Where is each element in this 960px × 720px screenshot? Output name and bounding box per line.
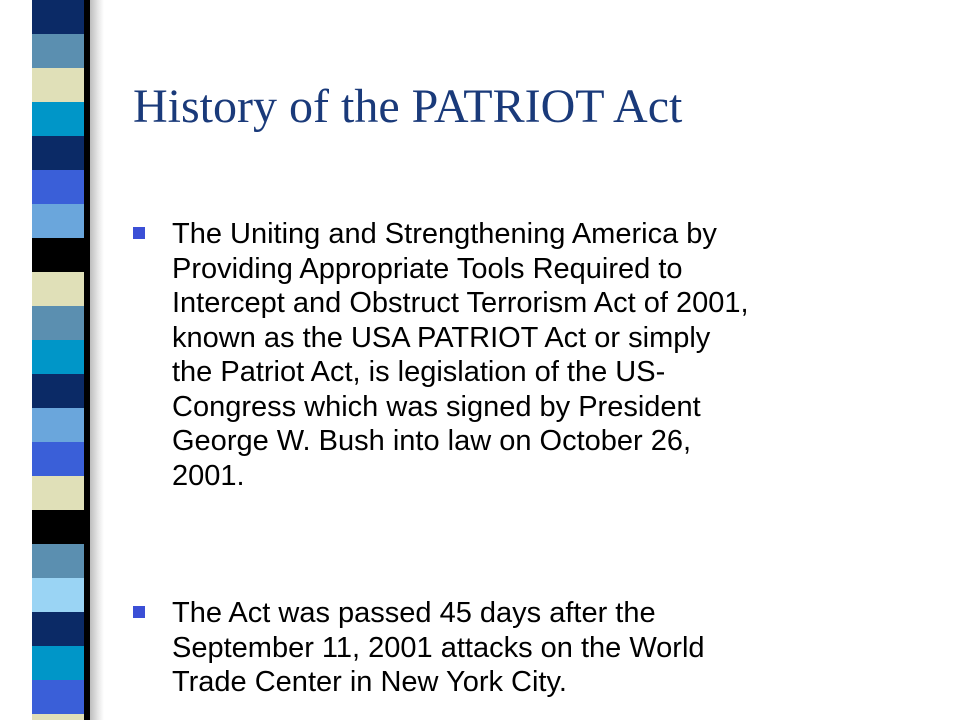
stripe-segment xyxy=(32,306,84,340)
stripe-segment xyxy=(32,374,84,408)
stripe-segment xyxy=(32,204,84,238)
stripe-segment xyxy=(32,578,84,612)
stripe-segment xyxy=(32,272,84,306)
stripe-segment xyxy=(32,510,84,544)
stripe-segment xyxy=(32,612,84,646)
bullet-text: The Uniting and Strengthening America by Providing Appropriate Tools Required to Intercept and Obstruct Terrorism Act of 2001, known as the USA PATRIOT Act or simply the Patriot Act, is legislation of the US- Congress which was signed by President George W. Bush into law on October 26, 2001. xyxy=(172,218,749,492)
stripe-segment xyxy=(32,102,84,136)
stripe-segment xyxy=(32,544,84,578)
square-bullet-icon xyxy=(133,227,145,239)
stripe-segment xyxy=(32,646,84,680)
stripe-segment xyxy=(32,68,84,102)
stripe-shadow xyxy=(90,0,104,720)
stripe-segment xyxy=(32,340,84,374)
stripe-segment xyxy=(32,0,84,34)
square-bullet-icon xyxy=(133,606,145,618)
bullet-item xyxy=(133,217,749,493)
stripe-segment xyxy=(32,136,84,170)
stripe-segment xyxy=(32,34,84,68)
stripe-segment xyxy=(32,442,84,476)
stripe-segment xyxy=(32,238,84,272)
stripe-segment xyxy=(32,408,84,442)
bullet-item xyxy=(133,596,705,700)
stripe-segment xyxy=(32,476,84,510)
stripe-segment xyxy=(32,170,84,204)
bullet-text: The Act was passed 45 days after the September 11, 2001 attacks on the World Trade Center in New York City. xyxy=(172,597,705,698)
stripe-segment xyxy=(32,680,84,714)
decorative-stripe-bar xyxy=(32,0,84,720)
stripe-segment xyxy=(32,714,84,720)
slide-title: History of the PATRIOT Act xyxy=(133,80,683,133)
